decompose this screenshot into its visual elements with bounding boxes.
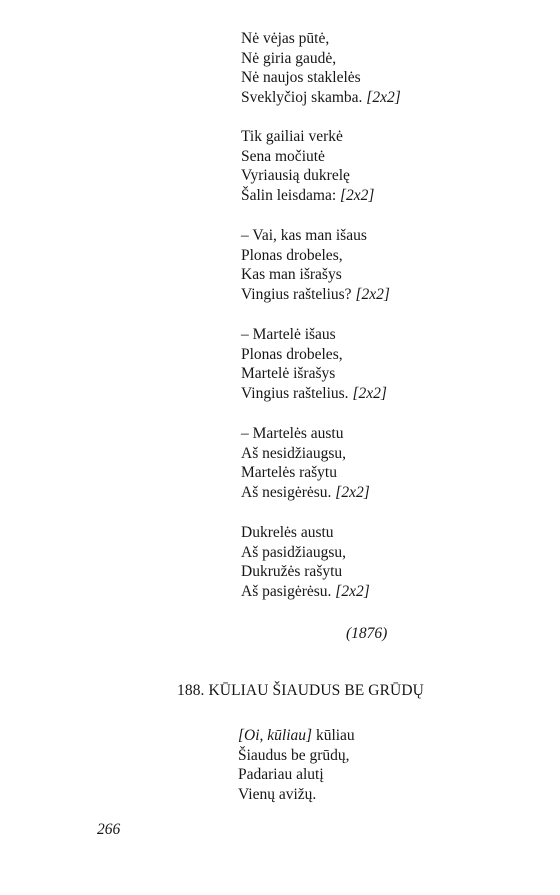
verse-text: Sveklyčioj skamba.	[241, 88, 363, 106]
verse-line: Aš pasidžiaugsu,	[241, 543, 347, 561]
page-number: 266	[97, 821, 121, 838]
stanza-6	[241, 523, 370, 601]
refrain-marker: [2x2]	[355, 285, 390, 303]
verse-line: Plonas drobeles,	[241, 246, 343, 264]
verse-line	[241, 582, 370, 602]
verse-line: Šiaudus be grūdų,	[238, 746, 350, 764]
verse-line: Dukružės rašytu	[241, 563, 343, 581]
verse-line: Padariau alutį	[238, 766, 324, 784]
verse-line	[241, 285, 390, 305]
verse-line	[241, 384, 387, 404]
verse-line	[241, 88, 401, 108]
verse-line: Tik gailiai verkė	[241, 128, 343, 145]
verse-text: Šalin leisdama:	[241, 186, 337, 204]
poem-date: (1876)	[346, 625, 388, 642]
verse-text: Vingius raštelius.	[241, 384, 349, 402]
stanza-4	[241, 325, 387, 403]
stanza-3	[241, 226, 390, 304]
refrain-marker: [2x2]	[335, 483, 370, 501]
stanza-5	[241, 424, 370, 502]
verse-line: Aš nesidžiaugsu,	[241, 444, 347, 462]
verse-line: Martelė išrašys	[241, 365, 336, 383]
poem-title: 188. KŪLIAU ŠIAUDUS BE GRŪDŲ	[177, 682, 424, 699]
verse-line: Nė naujos staklelės	[241, 69, 361, 87]
verse-line: – Martelė išaus	[241, 326, 336, 343]
verse-line: Nė vėjas pūtė,	[241, 30, 330, 47]
verse-line	[238, 726, 355, 746]
verse-line: Kas man išrašys	[241, 266, 342, 284]
refrain-marker: [2x2]	[352, 384, 387, 402]
verse-line: Plonas drobeles,	[241, 345, 343, 363]
verse-line: Vienų avižų.	[238, 785, 317, 803]
verse-text: Vingius raštelius?	[241, 285, 352, 303]
verse-line	[241, 186, 374, 206]
poem-188	[238, 726, 355, 804]
verse-line	[241, 483, 370, 503]
verse-line: – Vai, kas man išaus	[241, 227, 367, 244]
verse-text: Aš nesigėrėsu.	[241, 483, 332, 501]
verse-line: Vyriausią dukrelę	[241, 167, 350, 185]
refrain-marker: [2x2]	[340, 186, 375, 204]
verse-text: kūliau	[312, 727, 355, 744]
verse-line: Sena močiutė	[241, 147, 325, 165]
verse-line: – Martelės austu	[241, 425, 344, 442]
stanza-1	[241, 29, 401, 107]
refrain-marker: [2x2]	[335, 582, 370, 600]
editorial-insertion: [Oi, kūliau]	[238, 727, 313, 744]
verse-line: Dukrelės austu	[241, 524, 334, 541]
verse-line: Martelės rašytu	[241, 464, 337, 482]
stanza-2	[241, 127, 374, 205]
verse-line: Nė giria gaudė,	[241, 49, 337, 67]
refrain-marker: [2x2]	[366, 88, 401, 106]
verse-text: Aš pasigėrėsu.	[241, 582, 332, 600]
